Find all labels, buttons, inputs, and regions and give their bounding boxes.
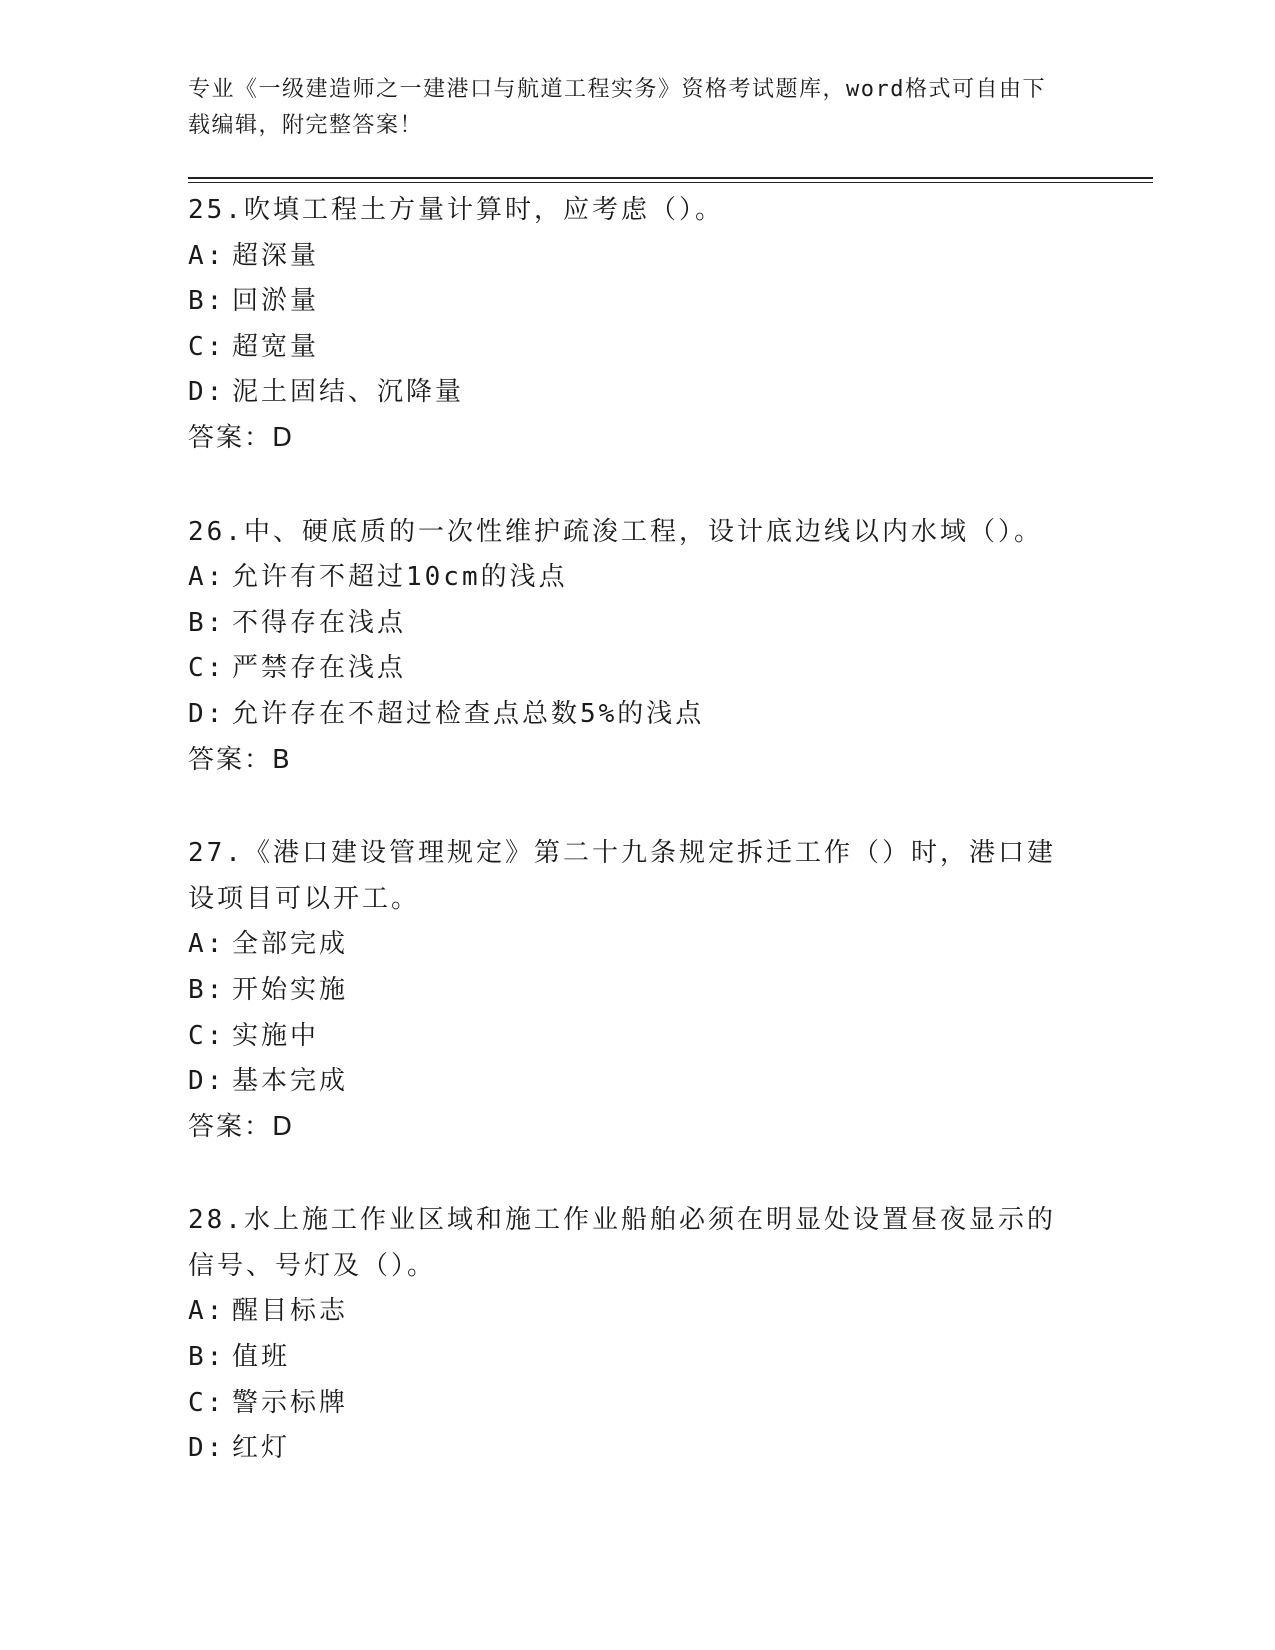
question-list — [188, 188, 1088, 1520]
option-d — [188, 1426, 1088, 1472]
option-key: D: — [188, 1433, 226, 1464]
option-a — [188, 922, 1088, 968]
option-key: C: — [188, 331, 226, 362]
option-key: B: — [188, 974, 226, 1005]
option-key: D: — [188, 377, 226, 408]
option-text: 泥土固结、沉降量 — [232, 377, 465, 408]
option-text: 超宽量 — [232, 331, 320, 362]
option-text: 醒目标志 — [232, 1296, 349, 1327]
option-key: B: — [188, 607, 226, 638]
option-text: 不得存在浅点 — [232, 607, 407, 638]
option-text: 全部完成 — [232, 929, 349, 960]
option-a — [188, 555, 1088, 601]
option-text: 严禁存在浅点 — [232, 653, 407, 684]
option-a — [188, 234, 1088, 280]
question-text: 25.吹填工程土方量计算时，应考虑（）。 — [188, 195, 724, 225]
option-key: A: — [188, 929, 226, 960]
option-d — [188, 370, 1088, 416]
option-key: B: — [188, 1342, 226, 1373]
option-text: 红灯 — [232, 1433, 291, 1464]
option-text: 超深量 — [232, 240, 320, 271]
option-text: 值班 — [232, 1342, 291, 1373]
option-c — [188, 325, 1088, 371]
option-key: D: — [188, 698, 226, 729]
option-b — [188, 279, 1088, 325]
question-25 — [188, 188, 1088, 462]
option-key: A: — [188, 1296, 226, 1327]
question-27 — [188, 831, 1088, 1150]
option-text: 警示标牌 — [232, 1387, 349, 1418]
option-c — [188, 646, 1088, 692]
option-key: C: — [188, 1387, 226, 1418]
option-c — [188, 1381, 1088, 1427]
answer-label: 答案：B — [188, 744, 292, 775]
option-d — [188, 1059, 1088, 1105]
option-text: 开始实施 — [232, 974, 349, 1005]
header-divider-thin — [188, 182, 1153, 183]
option-key: C: — [188, 1020, 226, 1051]
document-header: 专业《一级建造师之一建港口与航道工程实务》资格考试题库，word格式可自由下载编辑，附完整答案！ — [188, 77, 1046, 138]
option-b — [188, 968, 1088, 1014]
option-key: B: — [188, 286, 226, 317]
option-b — [188, 601, 1088, 647]
option-c — [188, 1014, 1088, 1060]
question-text: 27.《港口建设管理规定》第二十九条规定拆迁工作（）时，港口建设项目可以开工。 — [188, 838, 1056, 914]
option-text: 允许有不超过10cm的浅点 — [232, 562, 568, 593]
option-key: C: — [188, 653, 226, 684]
option-text: 实施中 — [232, 1020, 320, 1051]
question-28 — [188, 1198, 1088, 1472]
option-text: 基本完成 — [232, 1066, 349, 1097]
option-a — [188, 1289, 1088, 1335]
question-text: 28.水上施工作业区域和施工作业船舶必须在明显处设置昼夜显示的信号、号灯及（）。 — [188, 1205, 1056, 1281]
option-text: 回淤量 — [232, 286, 320, 317]
question-text: 26.中、硬底质的一次性维护疏浚工程，设计底边线以内水域（）。 — [188, 516, 1043, 547]
answer-label: 答案：D — [188, 1111, 295, 1142]
option-d — [188, 692, 1088, 738]
option-key: D: — [188, 1066, 226, 1097]
option-b — [188, 1335, 1088, 1381]
answer-label: 答案：D — [188, 422, 295, 453]
header-divider-thick — [188, 177, 1153, 179]
option-key: A: — [188, 240, 226, 271]
question-26 — [188, 510, 1088, 784]
option-text: 允许存在不超过检查点总数5%的浅点 — [232, 698, 705, 729]
option-key: A: — [188, 562, 226, 593]
